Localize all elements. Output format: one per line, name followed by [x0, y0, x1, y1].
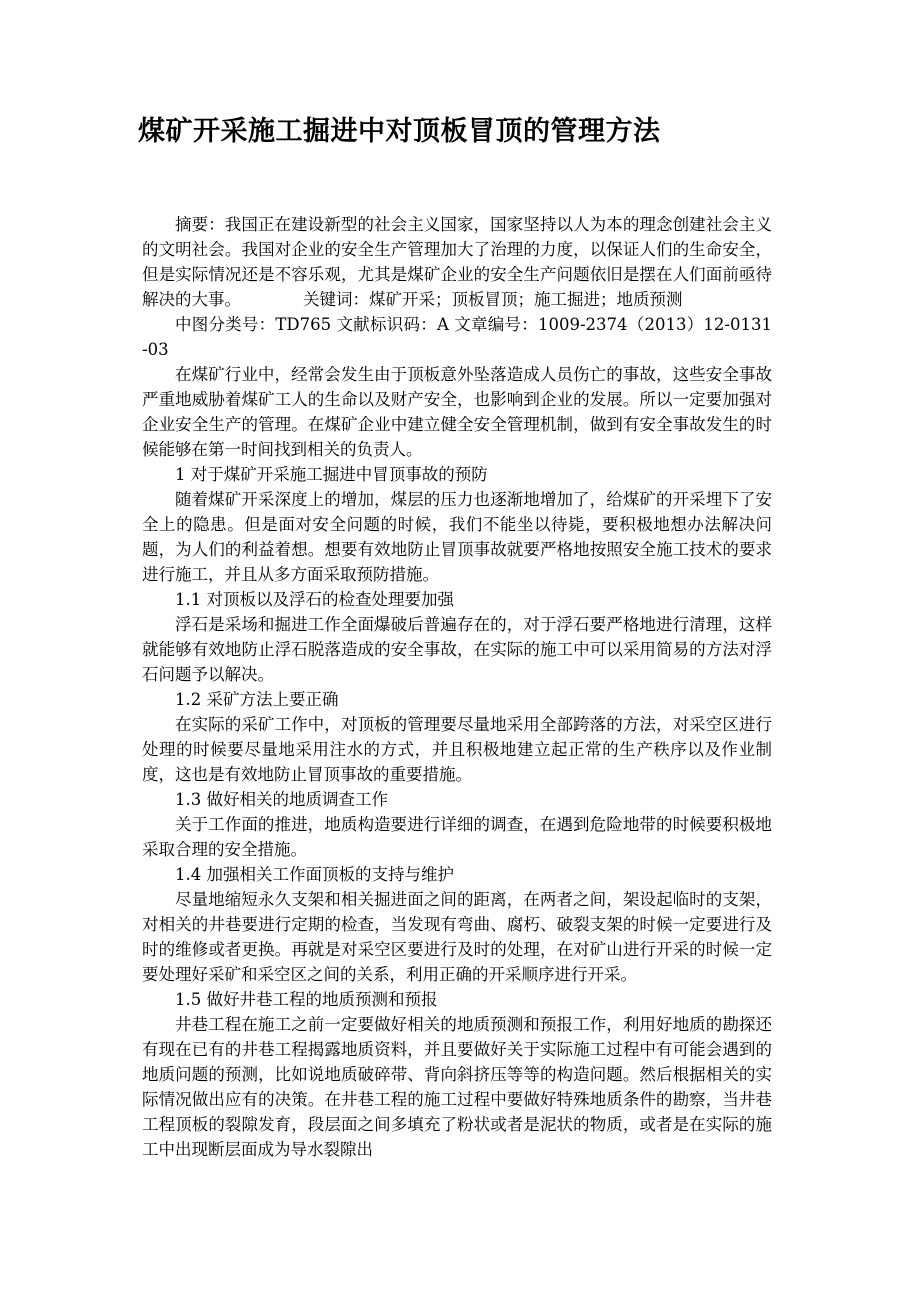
section-paragraph: 浮石是采场和掘进工作全面爆破后普遍存在的，对于浮石要严格地进行清理，这样就能够有效地防止浮石脱落造成的安全事故，在实际的施工中可以采用简易的方法对浮石问题予以解决。: [142, 615, 772, 684]
abstract-paragraph: [142, 212, 772, 312]
keywords-text: 关键词：煤矿开采；顶板冒顶；施工掘进；地质预测: [303, 290, 683, 309]
section-paragraph: 在实际的采矿工作中，对顶板的管理要尽量地采用全部跨落的方法，对采空区进行处理的时候要尽量地采用注水的方式，并且积极地建立起正常的生产秩序以及作业制度，这也是有效地防止冒顶事故的重要措施。: [142, 715, 772, 784]
abstract-text: 摘要：我国正在建设新型的社会主义国家，国家坚持以人为本的理念创建社会主义的文明社会。我国对企业的安全生产管理加大了治理的力度，以保证人们的生命安全，但是实际情况还是不容乐观，尤其是煤矿企业的安全生产问题依旧是摆在人们面前亟待解决的大事。: [142, 215, 772, 309]
section-paragraph: 关于工作面的推进，地质构造要进行详细的调查，在遇到危险地带的时候要积极地采取合理的安全措施。: [142, 815, 772, 859]
section-heading: 1.2 采矿方法上要正确: [175, 690, 339, 709]
section-heading: 1.4 加强相关工作面顶板的支持与维护: [175, 865, 454, 884]
section-heading: 1.1 对顶板以及浮石的检查处理要加强: [175, 590, 454, 609]
section-paragraph: 随着煤矿开采深度上的增加，煤层的压力也逐渐地增加了，给煤矿的开采埋下了安全上的隐患。但是面对安全问题的时候，我们不能坐以待毙，要积极地想办法解决问题，为人们的利益着想。想要有效地防止冒顶事故就要严格地按照安全施工技术的要求进行施工，并且从多方面采取预防措施。: [142, 490, 772, 584]
section-paragraph: 尽量地缩短永久支架和相关掘进面之间的距离，在两者之间，架设起临时的支架，对相关的井巷要进行定期的检查，当发现有弯曲、腐朽、破裂支架的时候一定要进行及时的维修或者更换。再就是对采空区要进行及时的处理，在对矿山进行开采的时候一定要处理好采矿和采空区之间的关系，利用正确的开采顺序进行开采。: [142, 890, 772, 984]
section-heading: 1 对于煤矿开采施工掘进中冒顶事故的预防: [175, 465, 488, 484]
section-paragraph: 井巷工程在施工之前一定要做好相关的地质预测和预报工作，利用好地质的勘探还有现在已有的井巷工程揭露地质资料，并且要做好关于实际施工过程中有可能会遇到的地质问题的预测，比如说地质破碎带、背向斜挤压等等的构造问题。然后根据相关的实际情况做出应有的决策。在井巷工程的施工过程中要做好特殊地质条件的勘察，当井巷工程顶板的裂隙发育，段层面之间多填充了粉状或者是泥状的物质，或者是在实际的施工中出现断层面成为导水裂隙出: [142, 1015, 772, 1159]
intro-paragraph: 在煤矿行业中，经常会发生由于顶板意外坠落造成人员伤亡的事故，这些安全事故严重地威胁着煤矿工人的生命以及财产安全，也影响到企业的发展。所以一定要加强对企业安全生产的管理。在煤矿企业中建立健全安全管理机制，做到有安全事故发生的时候能够在第一时间找到相关的负责人。: [142, 365, 772, 459]
section-heading: 1.5 做好井巷工程的地质预测和预报: [175, 990, 438, 1009]
classification-paragraph: 中图分类号：TD765 文献标识码：A 文章编号：1009-2374（2013）12-0131-03: [142, 315, 772, 359]
document-title: 煤矿开采施工掘进中对顶板冒顶的管理方法: [138, 116, 661, 147]
document-body: [142, 212, 772, 1162]
section-heading: 1.3 做好相关的地质调查工作: [175, 790, 388, 809]
